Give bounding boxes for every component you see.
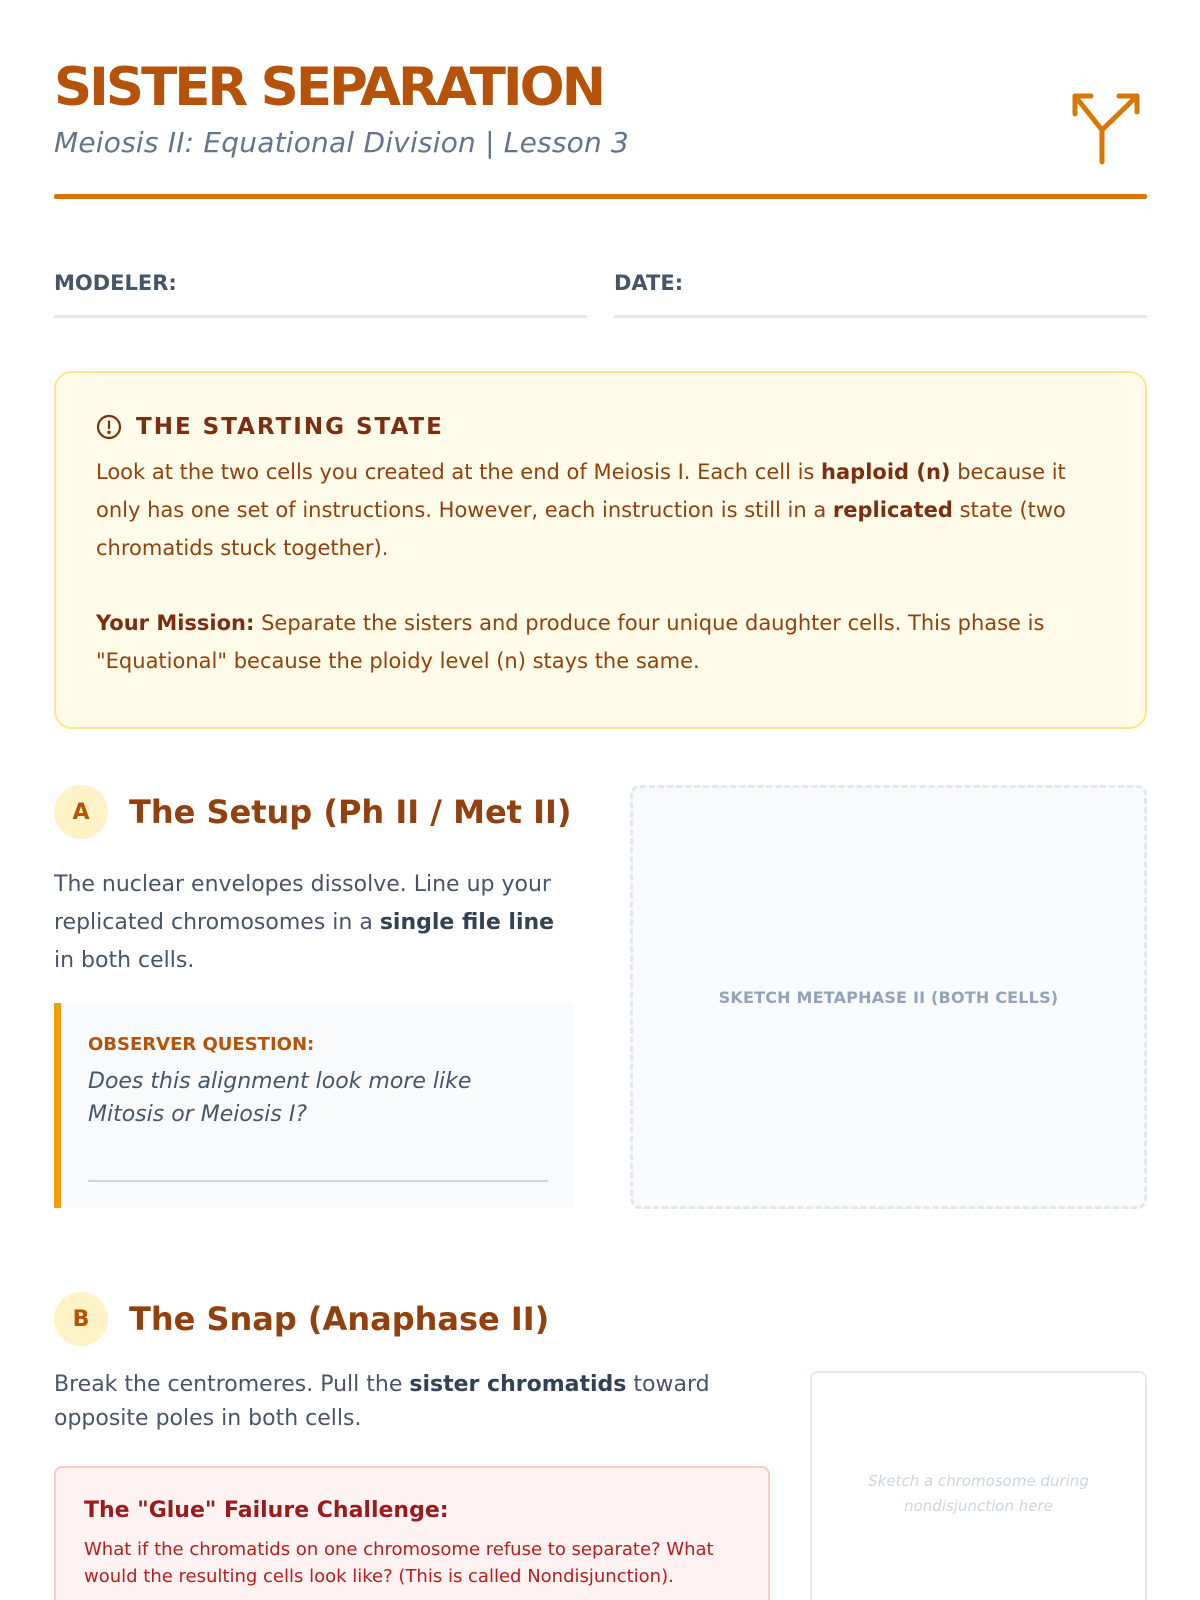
section-b-badge: B	[54, 1292, 108, 1346]
worksheet-page	[54, 0, 1147, 1600]
challenge-text: What if the chromatids on one chromosome refuse to separate? What would the resulting cells look like? (This is called Nondisjunction).	[84, 1539, 714, 1587]
starting-state-callout	[54, 371, 1147, 729]
callout-paragraph-1: Look at the two cells you created at the end of Meiosis I. Each cell is haploid (n) because it only has one set of instructions. However, each instruction is still in a replicated state (two chromatids stuck together).	[96, 460, 1066, 560]
section-a-instructions: The nuclear envelopes dissolve. Line up your replicated chromosomes in a single file line in both cells.	[54, 872, 555, 973]
header-divider	[54, 194, 1147, 199]
section-a-header	[54, 785, 572, 839]
page-subtitle: Meiosis II: Equational Division | Lesson 3	[54, 126, 630, 159]
observer-question-box	[54, 1003, 574, 1208]
nondisjunction-sketch-area[interactable]	[810, 1371, 1147, 1600]
observer-question-text: Does this alignment look more like Mitosis or Meiosis I?	[88, 1069, 472, 1127]
metaphase-sketch-label: SKETCH METAPHASE II (BOTH CELLS)	[718, 987, 1059, 1007]
worksheet-header	[54, 56, 1147, 200]
section-a-badge: A	[54, 785, 108, 839]
metaphase-sketch-area[interactable]	[630, 785, 1147, 1209]
alert-circle-icon	[96, 414, 122, 440]
callout-header	[96, 409, 1105, 445]
page-title: SISTER SEPARATION	[54, 57, 604, 118]
section-b-header	[54, 1292, 549, 1346]
split-arrows-icon	[1069, 90, 1143, 166]
modeler-label: MODELER:	[54, 271, 177, 295]
observer-answer-line[interactable]	[88, 1180, 548, 1182]
date-field[interactable]	[614, 262, 1147, 318]
challenge-title: The "Glue" Failure Challenge:	[84, 1498, 449, 1523]
modeler-field[interactable]	[54, 262, 587, 318]
section-a-title: The Setup (Ph II / Met II)	[129, 793, 572, 831]
section-b-instructions: Break the centromeres. Pull the sister chromatids toward opposite poles in both cells.	[54, 1372, 710, 1431]
nondisjunction-sketch-hint: Sketch a chromosome during nondisjunction here	[868, 1472, 1089, 1515]
glue-failure-challenge	[54, 1466, 770, 1600]
observer-question-label: OBSERVER QUESTION:	[88, 1034, 315, 1055]
section-b-title: The Snap (Anaphase II)	[129, 1300, 550, 1338]
callout-title: THE STARTING STATE	[136, 414, 444, 440]
date-label: DATE:	[614, 271, 684, 295]
callout-paragraph-2: Your Mission: Separate the sisters and produce four unique daughter cells. This phase is "Equational" because the ploidy level (n) stays the same.	[96, 611, 1045, 673]
